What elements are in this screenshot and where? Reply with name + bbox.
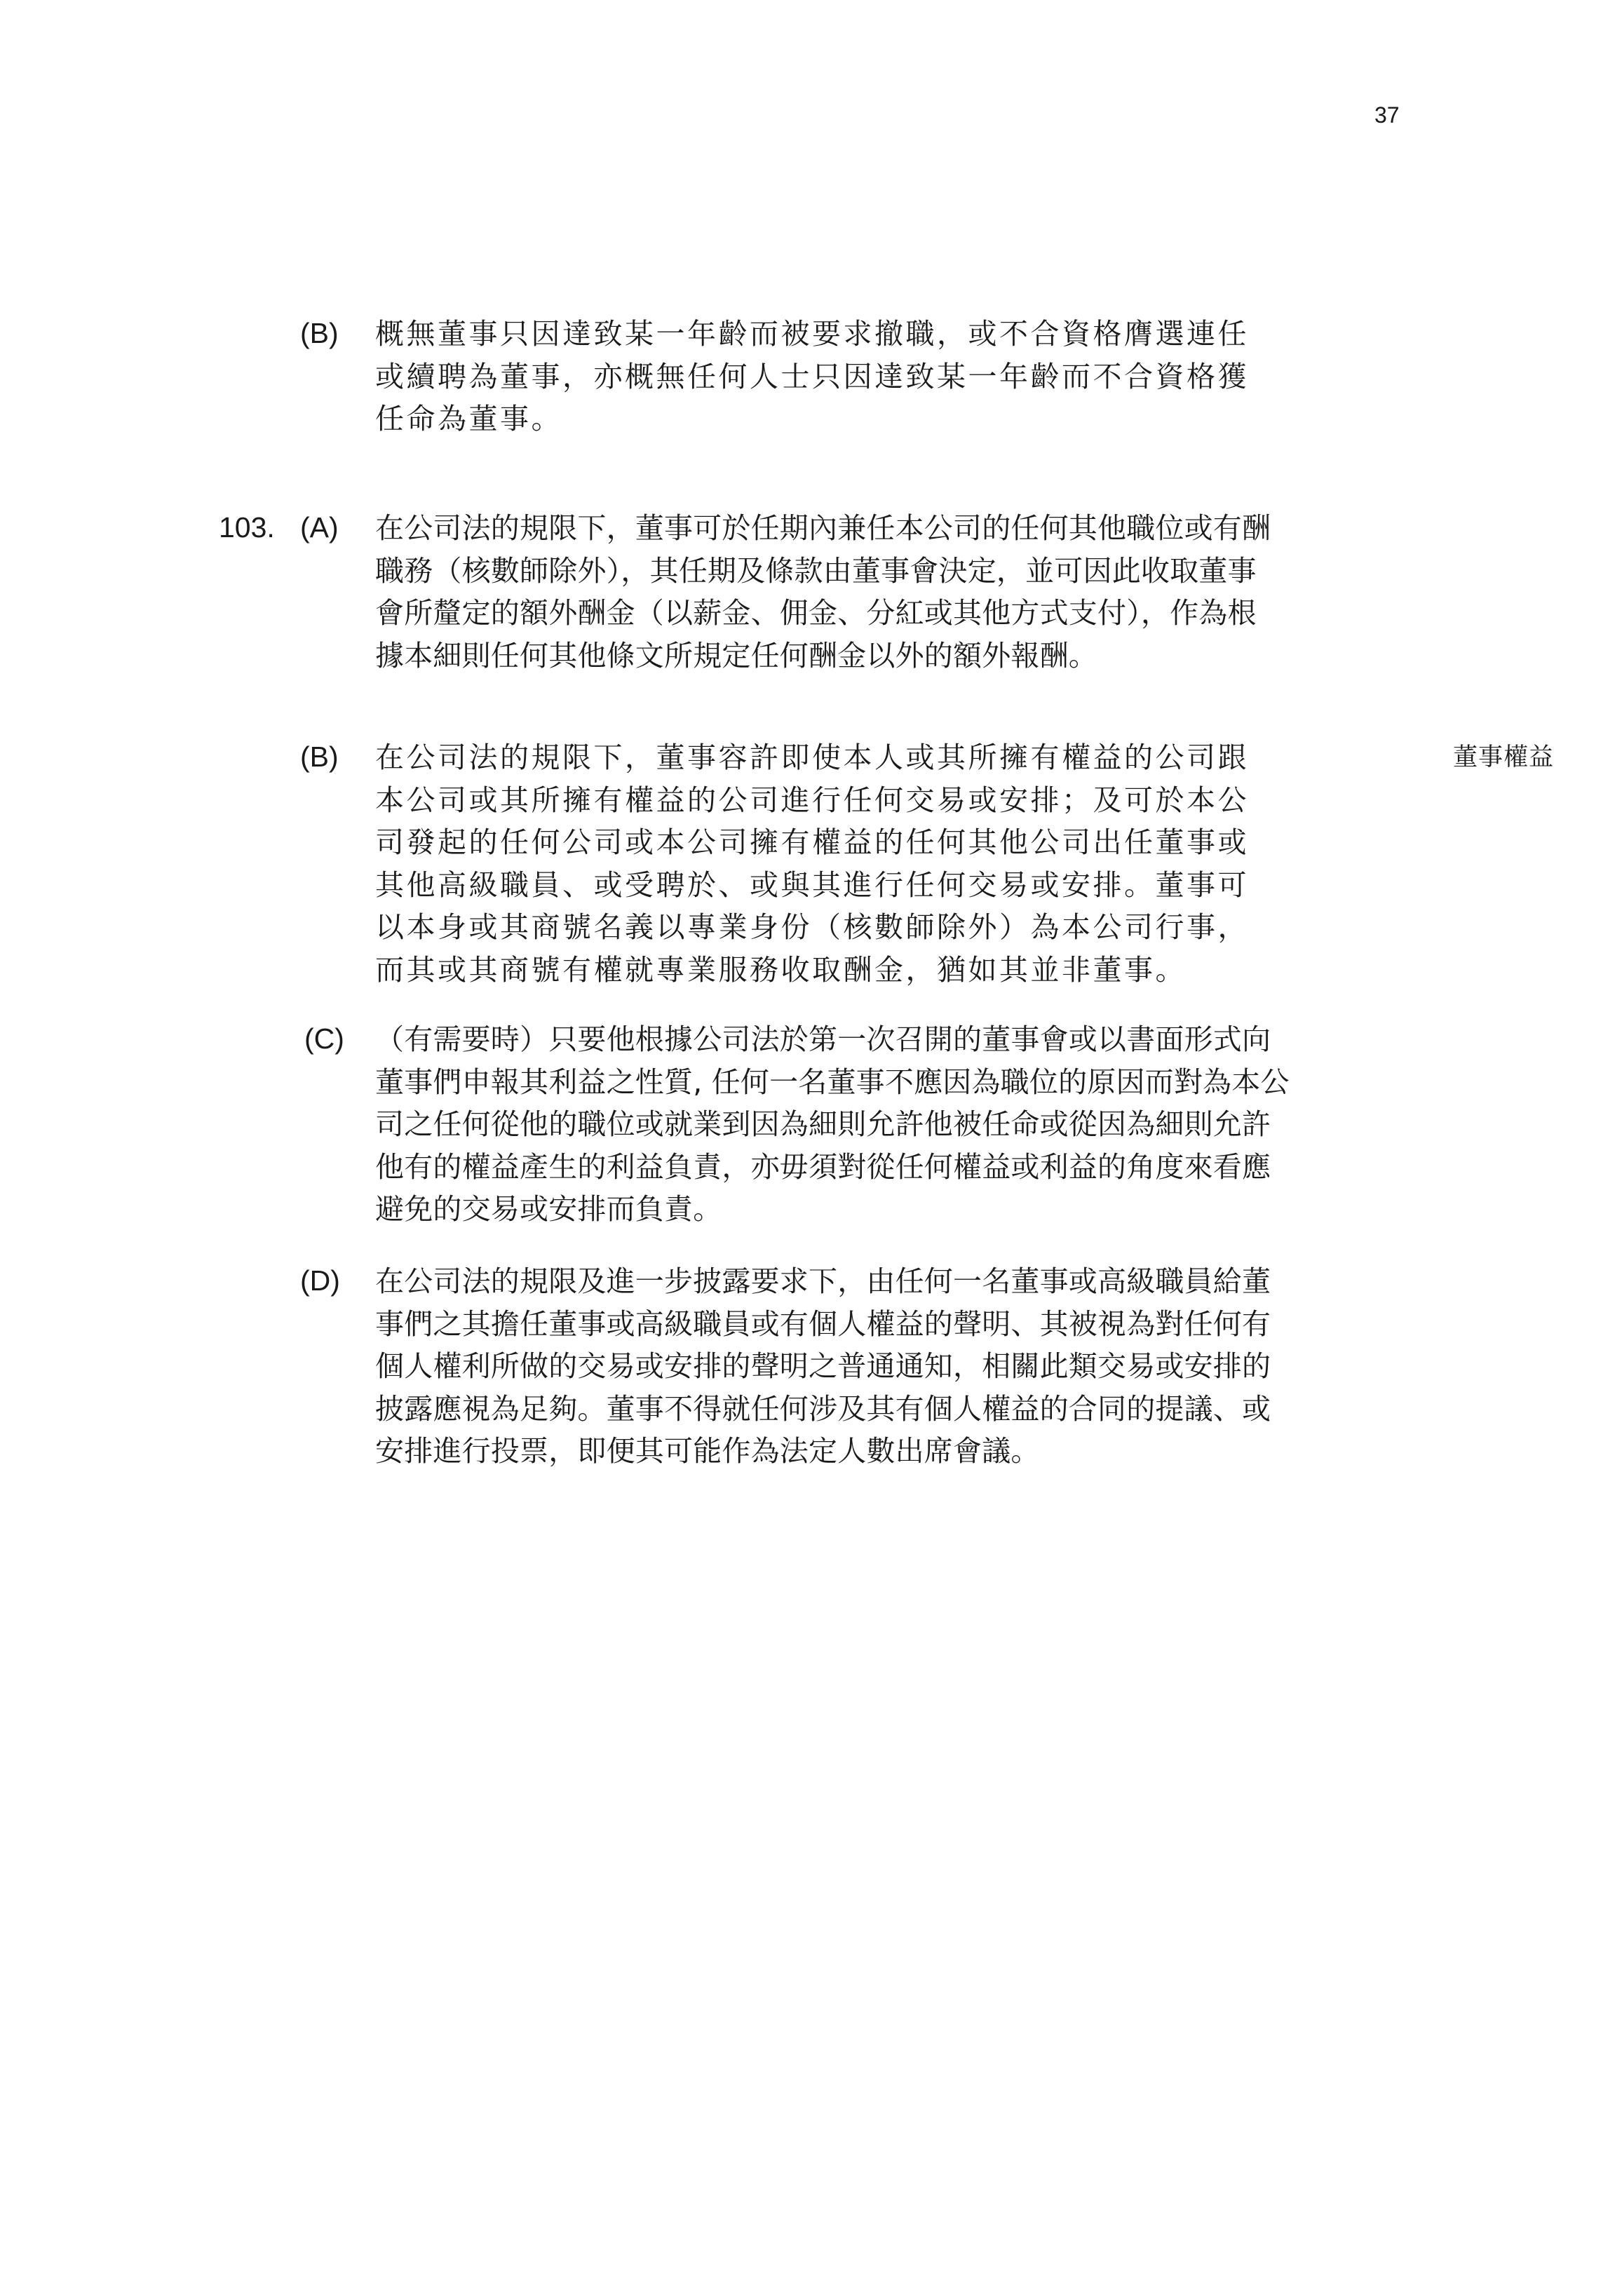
- text-line: 披露應視為足夠。董事不得就任何涉及其有個人權益的合同的提議、或: [375, 1391, 1271, 1426]
- text-line: 董事們申報其利益之性質, 任何一名董事不應因為職位的原因而對為本公: [375, 1065, 1290, 1099]
- text-line: 避免的交易或安排而負責。: [375, 1192, 722, 1226]
- clause-text: [375, 736, 1374, 991]
- clause-number: 103.: [219, 511, 275, 543]
- text-line: 在公司法的規限下，董事可於任期內兼任本公司的任何其他職位或有酬: [375, 511, 1271, 545]
- text-line: 司之任何從他的職位或就業到因為細則允許他被任命或從因為細則允許: [375, 1107, 1271, 1141]
- text-line: 會所釐定的額外酬金（以薪金、佣金、分紅或其他方式支付），作為根: [375, 596, 1257, 630]
- text-line: 據本細則任何其他條文所規定任何酬金以外的額外報酬。: [375, 638, 1097, 673]
- clause-label: (D): [300, 1264, 340, 1297]
- text-line: 而其或其商號有權就專業服務收取酬金，猶如其並非董事。: [375, 952, 1187, 987]
- clause-text: [375, 1018, 1374, 1231]
- text-line: 個人權利所做的交易或安排的聲明之普通通知，相關此類交易或安排的: [375, 1349, 1271, 1383]
- text-line: 他有的權益產生的利益負責，亦毋須對從任何權益或利益的角度來看應: [375, 1149, 1271, 1184]
- text-line: 職務（核數師除外），其任期及條款由董事會決定，並可因此收取董事: [375, 553, 1257, 588]
- clause-text: [375, 507, 1374, 677]
- text-line: 以本身或其商號名義以專業身份（核數師除外）為本公司行事，: [375, 910, 1249, 944]
- clause-text: [375, 1260, 1374, 1473]
- clause-text: [375, 313, 1374, 440]
- margin-note: 董事權益: [1453, 743, 1555, 771]
- text-line: 在公司法的規限及進一步披露要求下，由任何一名董事或高級職員給董: [375, 1264, 1271, 1298]
- text-line: 事們之其擔任董事或高級職員或有個人權益的聲明、其被視為對任何有: [375, 1306, 1271, 1341]
- text-line: 其他高級職員、或受聘於、或與其進行任何交易或安排。董事可: [375, 867, 1249, 902]
- text-line: （有需要時）只要他根據公司法於第一次召開的董事會或以書面形式向: [375, 1022, 1271, 1056]
- text-line: 在公司法的規限下，董事容許即使本人或其所擁有權益的公司跟: [375, 741, 1249, 774]
- text-line: 本公司或其所擁有權益的公司進行任何交易或安排；及可於本公: [375, 783, 1249, 817]
- clause-label: (A): [300, 511, 339, 543]
- text-line: 任命為董事。: [375, 402, 562, 435]
- clause-label: (C): [304, 1022, 344, 1055]
- clause-label: (B): [300, 317, 339, 349]
- text-line: 司發起的任何公司或本公司擁有權益的任何其他公司出任董事或: [375, 825, 1249, 859]
- page-number: 37: [1374, 102, 1400, 128]
- text-line: 或續聘為董事，亦概無任何人士只因達致某一年齡而不合資格獲: [375, 359, 1249, 393]
- text-line: 安排進行投票，即便其可能作為法定人數出席會議。: [375, 1434, 1040, 1468]
- text-line: 概無董事只因達致某一年齡而被要求撤職，或不合資格膺選連任: [375, 317, 1249, 351]
- clause-label: (B): [300, 741, 339, 773]
